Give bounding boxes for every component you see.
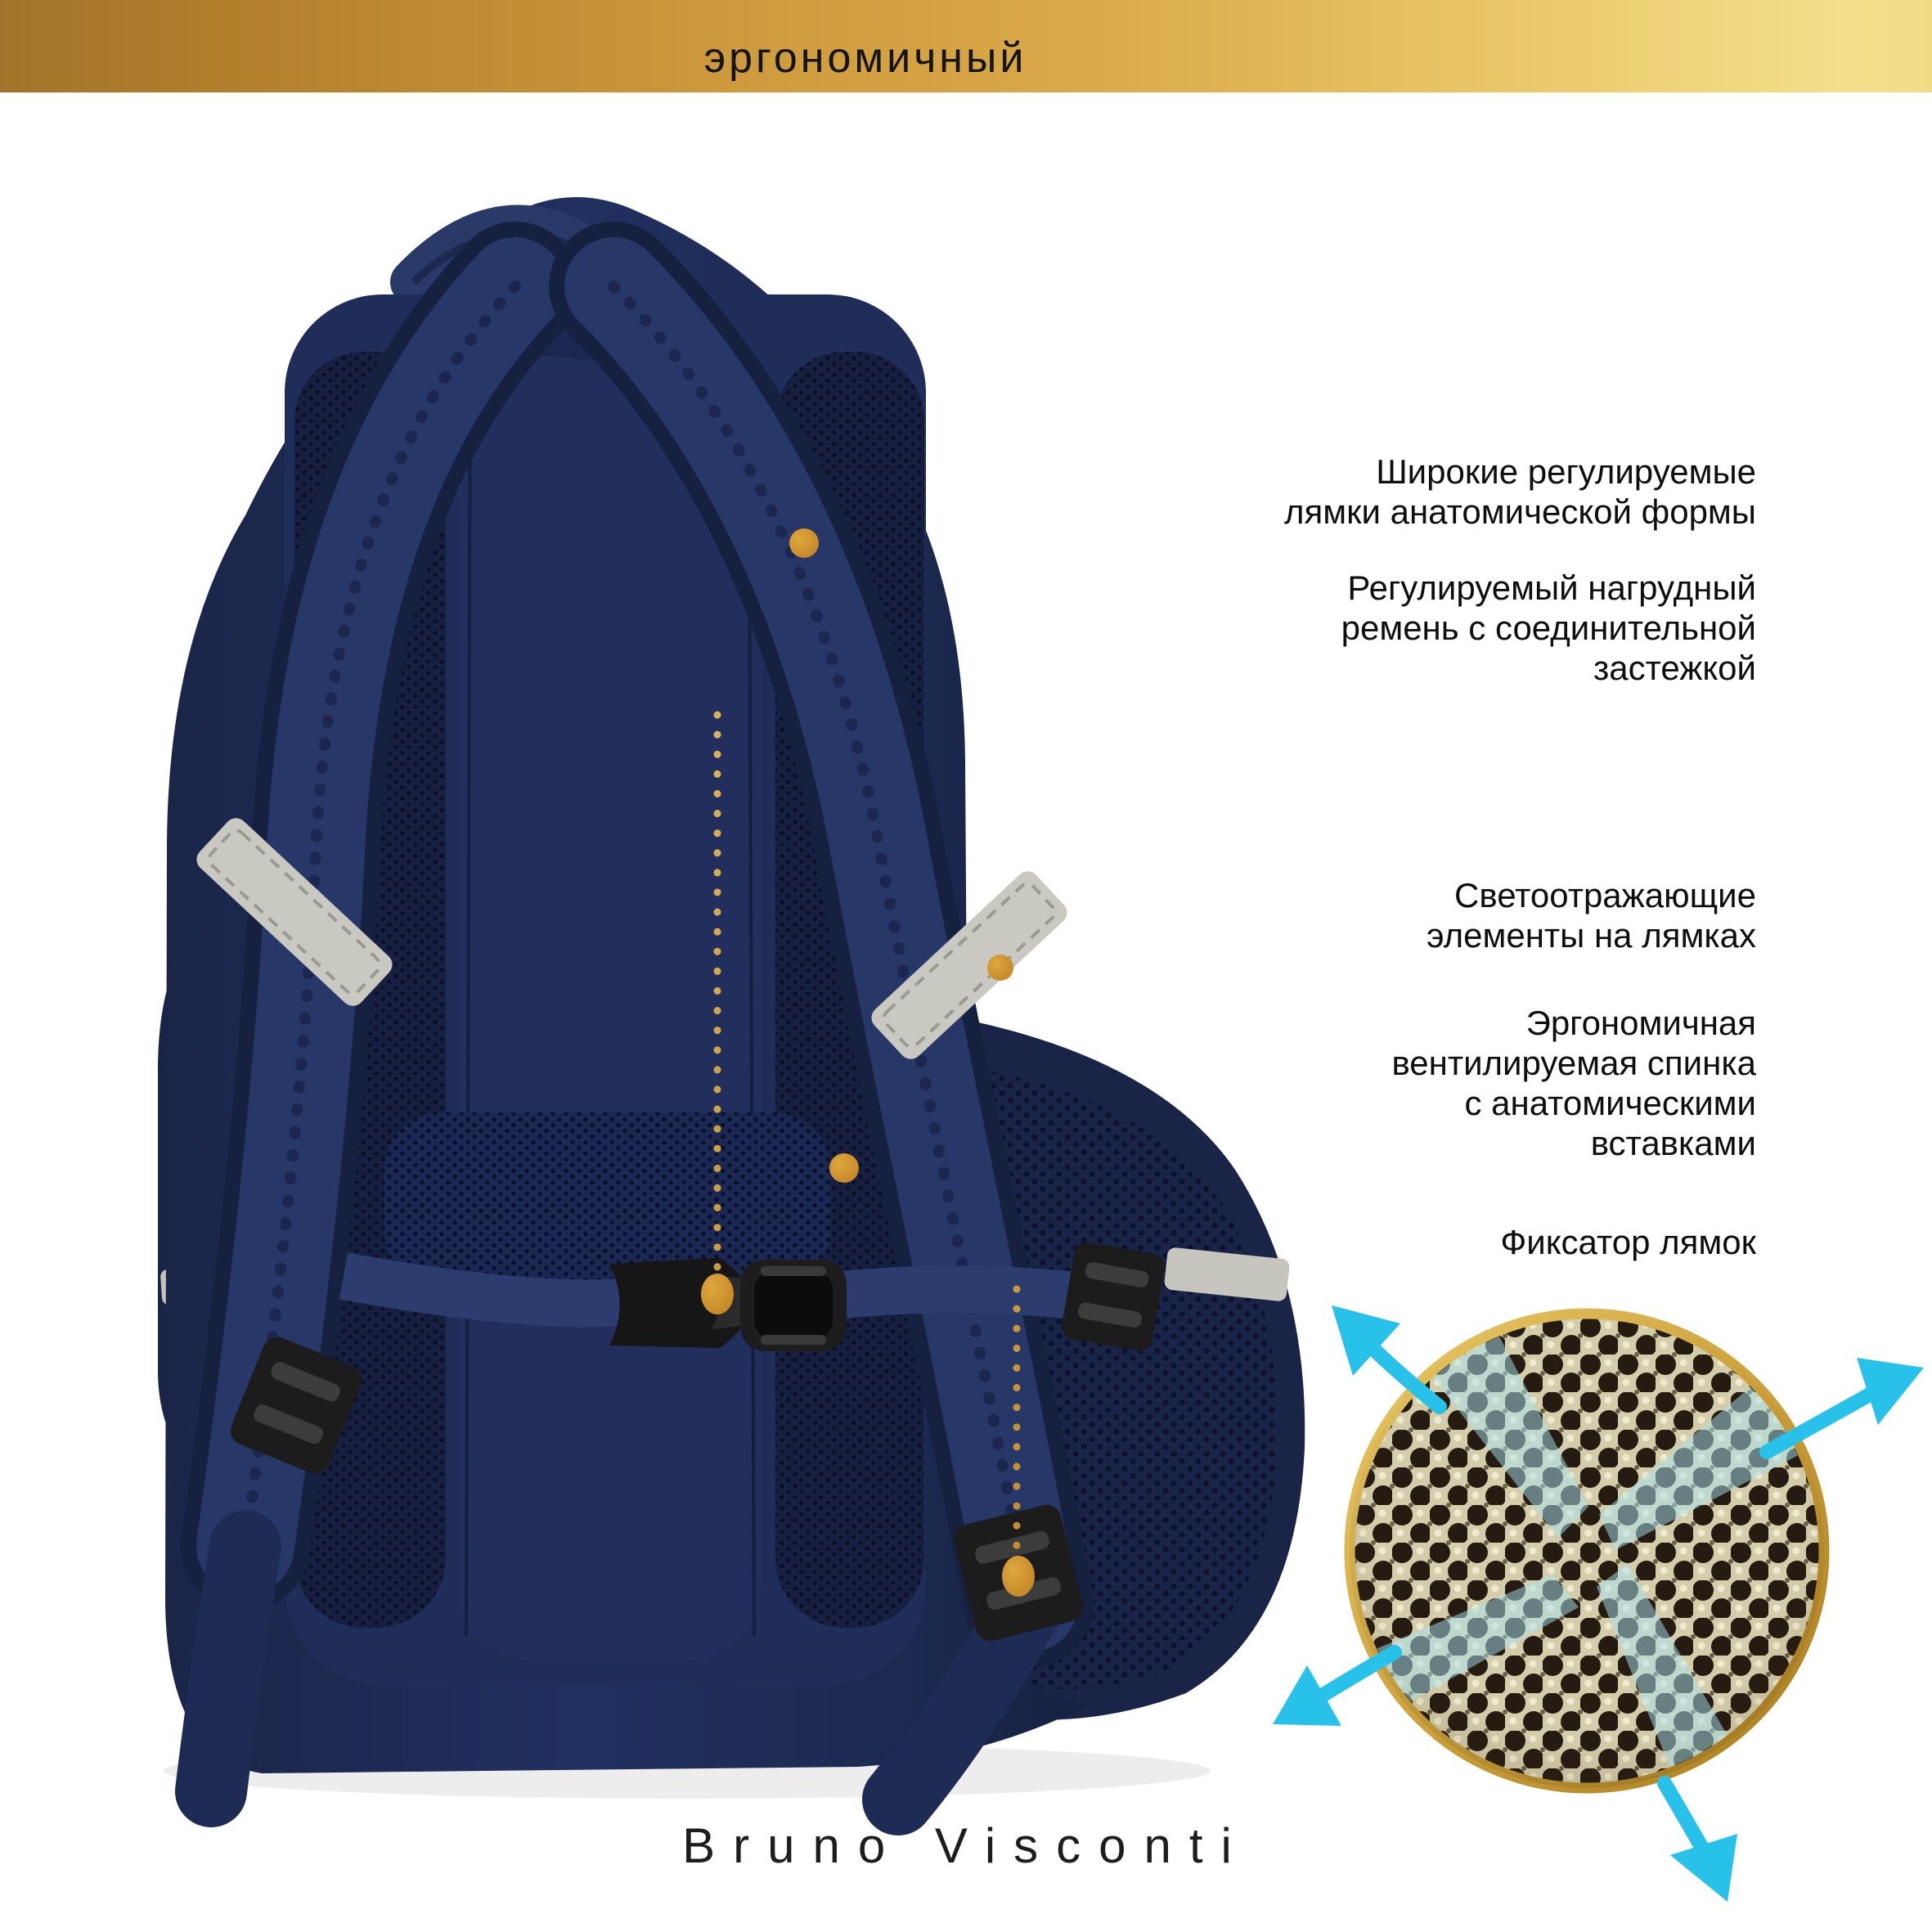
annotation-line: лямки анатомической формы bbox=[1284, 492, 1756, 531]
annotation-line: вставками bbox=[1590, 1124, 1756, 1162]
anchor-dot-straps bbox=[789, 528, 819, 558]
annotation-line: ремень с соединительной bbox=[1341, 609, 1756, 647]
brand-name: Bruno Visconti bbox=[682, 1818, 1250, 1873]
anchor-dot-reflective bbox=[987, 955, 1013, 981]
annotation-line: Эргономичная bbox=[1525, 1004, 1756, 1042]
annotation-fixator bbox=[1500, 1222, 1756, 1262]
annotation-line: вентилируемая спинка bbox=[1391, 1044, 1756, 1082]
anchor-dot-chest bbox=[701, 1274, 734, 1314]
annotation-chest-belt bbox=[1341, 568, 1756, 688]
annotation-back-panel bbox=[1391, 1003, 1756, 1163]
banner-title: эргономичный bbox=[703, 34, 1027, 82]
annotation-reflective bbox=[1427, 875, 1756, 955]
anchor-dot-fixator bbox=[1002, 1556, 1035, 1597]
annotation-straps bbox=[1284, 452, 1756, 532]
annotation-line: Светоотражающие bbox=[1454, 876, 1756, 914]
annotation-line: Фиксатор лямок bbox=[1500, 1223, 1756, 1261]
annotation-line: с анатомическими bbox=[1464, 1084, 1756, 1122]
annotation-line: элементы на лямках bbox=[1427, 916, 1756, 955]
annotation-line: застежкой bbox=[1593, 649, 1756, 687]
annotation-line: Широкие регулируемые bbox=[1376, 452, 1756, 491]
annotation-line: Регулируемый нагрудный bbox=[1347, 568, 1756, 607]
anchor-dot-back bbox=[829, 1153, 859, 1183]
mesh-zoom-inset bbox=[1273, 1301, 1924, 1902]
